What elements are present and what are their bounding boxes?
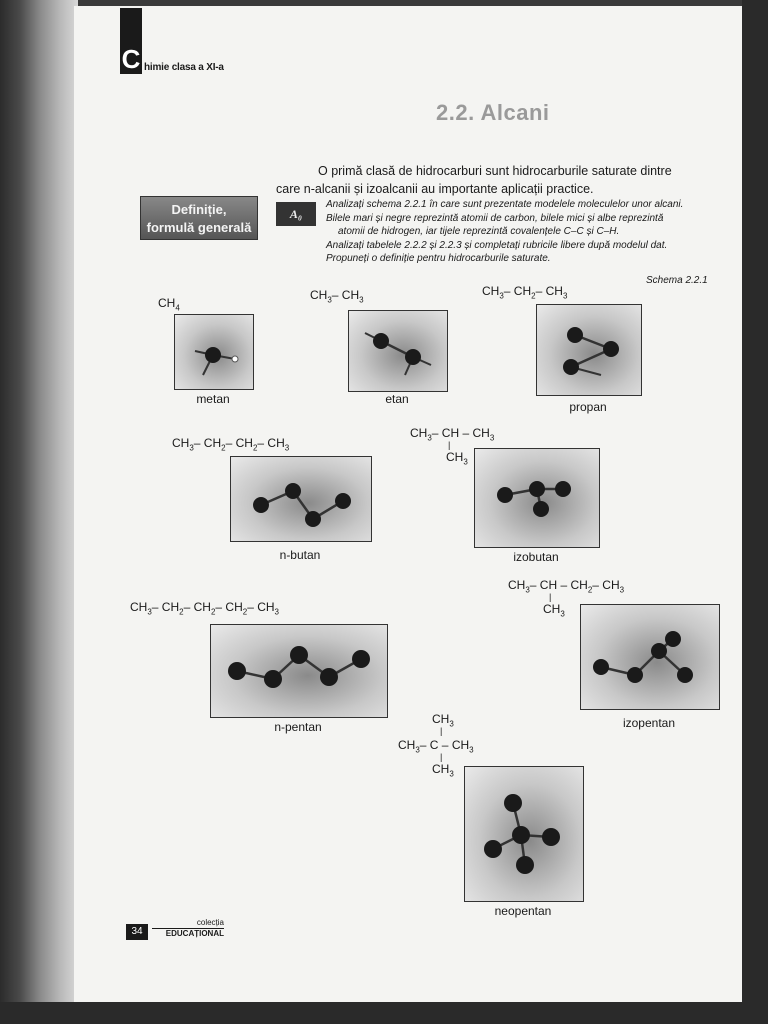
scan-edge-right bbox=[742, 0, 768, 1024]
label-npentan: n-pentan bbox=[274, 720, 322, 734]
label-nbutan: n-butan bbox=[279, 548, 321, 562]
formula-izopentan-bond: | bbox=[549, 592, 552, 602]
footer-brand-top: colecția bbox=[196, 918, 224, 927]
formula-izobutan-branch: $CH_3$ bbox=[446, 450, 468, 467]
page-number: 34 bbox=[126, 924, 148, 940]
definition-badge bbox=[140, 196, 258, 240]
intro-paragraph bbox=[276, 162, 716, 198]
formula-nbutan: $CH_3-$ $CH_2-$ $CH_2-$ $CH_3$ bbox=[172, 436, 290, 453]
model-neopentan bbox=[464, 766, 584, 902]
badge-line-1: Definiție, bbox=[171, 202, 227, 217]
model-metan bbox=[174, 314, 254, 390]
schema-label: Schema 2.2.1 bbox=[646, 275, 708, 286]
footer-brand bbox=[152, 918, 224, 939]
formula-neopentan-up: $CH_3$ bbox=[432, 712, 454, 729]
footer-brand-bottom: EDUCAȚIONAL bbox=[152, 928, 224, 939]
model-nbutan bbox=[230, 456, 372, 542]
model-npentan bbox=[210, 624, 388, 718]
instructions-line-4: Analizați tabelele 2.2.2 și 2.2.3 și completați rubricile libere după modelul dat. bbox=[326, 239, 668, 251]
instructions-line-5: Propuneți o definiție pentru hidrocarburile saturate. bbox=[326, 253, 551, 264]
formula-npentan: $CH_3-$ $CH_2-$ $CH_2-$ $CH_2-$ $CH_3$ bbox=[130, 600, 279, 617]
header-title: himie clasa a XI-a bbox=[144, 62, 224, 73]
badge-line-2: formulă generală bbox=[146, 220, 252, 235]
label-izobutan: izobutan bbox=[513, 550, 559, 564]
header-letter: C bbox=[121, 44, 141, 74]
formula-izobutan: $CH_3-$ CH – $CH_3$ bbox=[410, 426, 495, 443]
formula-neopentan-bond-up: | bbox=[440, 726, 443, 736]
label-metan: metan bbox=[196, 392, 230, 406]
label-etan: etan bbox=[385, 392, 409, 406]
formula-izobutan-bond: | bbox=[448, 440, 451, 450]
formula-etan: $CH_3-$ $CH_3$ bbox=[310, 288, 364, 305]
intro-line-2: care n-alcanii și izoalcanii au importante aplicații practice. bbox=[276, 182, 594, 196]
formula-izopentan: $CH_3-$ CH – $CH_2-$ $CH_3$ bbox=[508, 578, 625, 595]
section-title: 2.2. Alcani bbox=[436, 100, 550, 125]
label-izopentan: izopentan bbox=[622, 716, 676, 730]
formula-neopentan-mid: $CH_3-$ C – $CH_3$ bbox=[398, 738, 474, 755]
label-propan: propan bbox=[569, 400, 607, 414]
formula-propan: $CH_3-$ $CH_2-$ $CH_3$ bbox=[482, 284, 568, 301]
model-izopentan bbox=[580, 604, 720, 710]
model-izobutan bbox=[474, 448, 600, 548]
label-neopentan: neopentan bbox=[494, 904, 552, 918]
formula-metan: $CH_4$ bbox=[158, 296, 180, 313]
intro-line-1: O primă clasă de hidrocarburi sunt hidrocarburile saturate dintre bbox=[318, 164, 672, 178]
formula-izopentan-branch: $CH_3$ bbox=[543, 602, 565, 619]
model-propan bbox=[536, 304, 642, 396]
instructions-line-1: Analizați schema 2.2.1 în care sunt prezentate modelele moleculelor unor alcani. bbox=[326, 199, 684, 210]
scan-edge-bottom bbox=[0, 1002, 768, 1024]
instructions-line-2: Bilele mari și negre reprezintă atomii de carbon, bilele mici și albe reprezintă bbox=[326, 212, 664, 224]
scan-edge-left bbox=[0, 0, 78, 1024]
formula-neopentan-down: $CH_3$ bbox=[432, 762, 454, 779]
instructions-line-3: atomii de hidrogen, iar tijele reprezintă covalențele C–C și C–H. bbox=[338, 226, 620, 237]
model-etan bbox=[348, 310, 448, 392]
instructions bbox=[326, 198, 722, 266]
page bbox=[74, 6, 742, 1002]
activity-icon: A₀ bbox=[276, 202, 316, 226]
formula-neopentan-bond-down: | bbox=[440, 752, 443, 762]
